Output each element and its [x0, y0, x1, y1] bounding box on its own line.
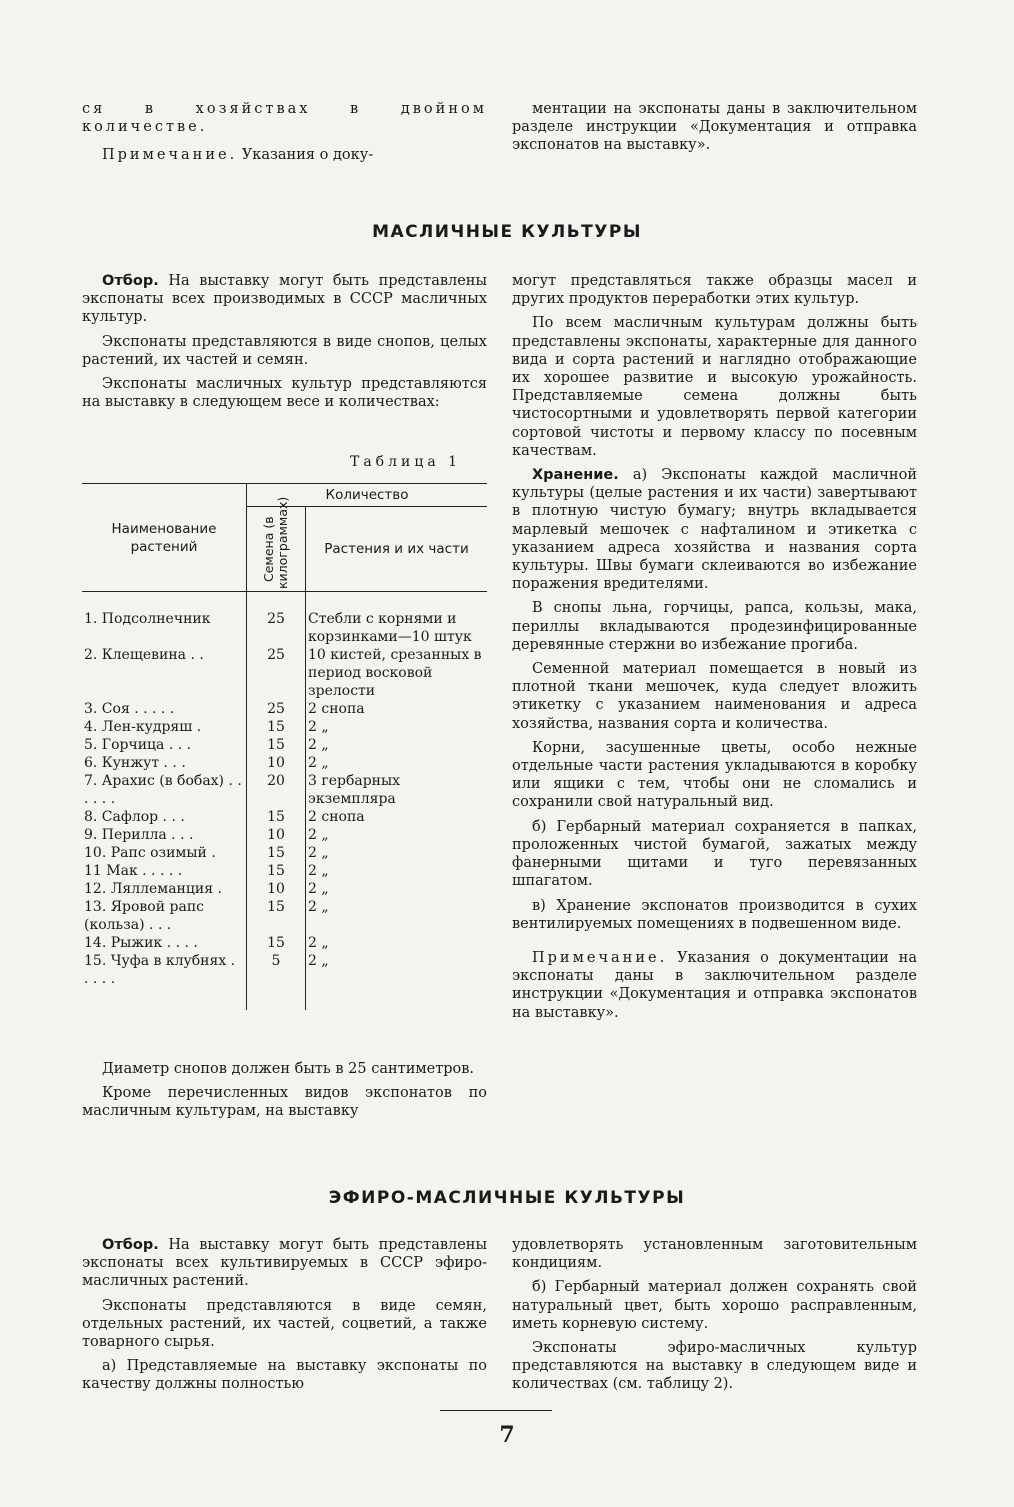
cell-seeds-kg: 15: [247, 862, 306, 880]
paragraph2-selection: [82, 1236, 487, 1291]
cell-seeds-kg: 10: [247, 880, 306, 898]
cell-plant-parts: 10 кистей, срезанных в период восковой зрелости: [308, 647, 482, 699]
table-row: [82, 592, 487, 647]
note2-label: Примечание.: [532, 949, 668, 966]
header-plants: Растения и их части: [306, 507, 488, 592]
cell-seeds-kg: 25: [247, 592, 306, 647]
cell-plant-parts: 2 „: [308, 935, 329, 951]
table-row: [82, 646, 487, 700]
paragraph-note: [512, 949, 917, 1022]
cell-plant-name: 8. Сафлор . . .: [84, 809, 185, 825]
cell-plant-name: 6. Кунжут . . .: [84, 755, 186, 771]
cell-plant-parts: Стебли с корнями и корзинками—10 штук: [308, 611, 472, 645]
table-caption: Таблица 1: [350, 454, 462, 470]
cell-plant-parts: 2 „: [308, 881, 329, 897]
cell-plant-name: 7. Арахис (в бобах) . . . . . .: [84, 773, 242, 807]
cell-plant-name: 12. Ляллеманция .: [84, 881, 222, 897]
top-left-text: ся в хозяйствах в двойном количестве.: [82, 101, 487, 136]
cell-plant-name: 5. Горчица . . .: [84, 737, 192, 753]
table-body: [82, 592, 487, 1011]
paragraph-besides: Кроме перечисленных видов экспонатов по масличным культурам, на выставку: [82, 1085, 487, 1120]
note-label: Примечание.: [102, 147, 238, 164]
table-row: [82, 772, 487, 808]
top-right-text: ментации на экспонаты даны в заключительном разделе инструкции «Документация и отправка экспонатов на выставку».: [512, 101, 917, 154]
top-right-column: [512, 100, 917, 161]
page-number: 7: [499, 1422, 515, 1448]
cell-plant-parts: 2 снопа: [308, 809, 365, 825]
cell-plant-parts: 2 „: [308, 953, 329, 969]
section-title-essential-oil-crops: ЭФИРО-МАСЛИЧНЫЕ КУЛЬТУРЫ: [328, 1188, 686, 1208]
cell-seeds-kg: 15: [247, 808, 306, 826]
section1-left-after: [82, 1060, 487, 1127]
cell-plant-parts: 2 „: [308, 863, 329, 879]
selection2-text: На выставку могут быть представлены экспонаты всех культивируемых в СССР эфиро-масличных растений.: [82, 1237, 488, 1290]
pad-cell: [247, 988, 306, 1010]
cell-seeds-kg: 25: [247, 700, 306, 718]
table-row: [82, 844, 487, 862]
header-seeds-text: Семена (в килограммах): [261, 496, 290, 589]
header-name-text: Наименование растений: [111, 520, 217, 555]
footer-rule: [440, 1410, 552, 1411]
paragraph-quantities: Экспонаты масличных культур представляются на выставку в следующем весе и количествах:: [82, 376, 487, 411]
table-row: [82, 880, 487, 898]
table-row: [82, 736, 487, 754]
header-name: [82, 484, 247, 592]
paragraph-storage: [512, 466, 917, 593]
storage-text: а) Экспонаты каждой масличной культуры (целые растения и их части) завертывают в плотную чистую бумагу; внутрь вкладывается марлевый мешочек с нафталином и этикетка с указанием адреса хозяйства и названия сорта культуры. Швы бумаги склеиваются во избежание поражения вредителями.: [512, 467, 917, 593]
paragraph-roots: Корни, засушенные цветы, особо нежные отдельные части растения укладываются в коробку или ящики с тем, чтобы они не сломались и сохранили свой натуральный вид.: [512, 739, 917, 811]
cell-plant-name: 11 Мак . . . . .: [84, 863, 183, 879]
cell-plant-name: 15. Чуфа в клубнях . . . . .: [84, 953, 236, 987]
paragraph2-quantities: Экспонаты эфиро-масличных культур представляются на выставку в следующем виде и количествах (см. таблицу 2).: [512, 1340, 917, 1393]
table-1: [82, 483, 487, 1010]
top-left-column: [82, 100, 487, 171]
cell-seeds-kg: 15: [247, 844, 306, 862]
section2-left-column: [82, 1236, 487, 1400]
table-row: [82, 826, 487, 844]
paragraph2-quality: а) Представляемые на выставку экспонаты по качеству должны полностью: [82, 1358, 487, 1393]
cell-seeds-kg: 15: [247, 898, 306, 934]
cell-seeds-kg: 10: [247, 754, 306, 772]
table-row: [82, 862, 487, 880]
cell-plant-parts: 2 „: [308, 845, 329, 861]
note-text: Указания о доку-: [241, 147, 374, 164]
storage-label: Хранение.: [532, 467, 619, 484]
cell-seeds-kg: 15: [247, 736, 306, 754]
paragraph-storage-conditions: в) Хранение экспонатов производится в сухих вентилируемых помещениях в подвешенном виде.: [512, 897, 917, 932]
cell-plant-parts: 3 гербарных экземпляра: [308, 773, 401, 807]
section2-right-column: [512, 1236, 917, 1400]
cell-plant-name: 4. Лен-кудряш .: [84, 719, 202, 735]
pad-cell: [306, 988, 488, 1010]
cell-seeds-kg: 5: [247, 952, 306, 988]
paragraph2-conditions: удовлетворять установленным заготовительным кондициям.: [512, 1237, 917, 1272]
cell-seeds-kg: 15: [247, 934, 306, 952]
paragraph-diameter: Диаметр снопов должен быть в 25 сантиметров.: [102, 1061, 475, 1077]
paragraph2-forms: Экспонаты представляются в виде семян, отдельных растений, их частей, соцветий, а также товарного сырья.: [82, 1297, 487, 1351]
section1-right-column: [512, 272, 917, 1028]
selection-text: На выставку могут быть представлены экспонаты всех производимых в СССР масличных культур.: [82, 273, 488, 326]
cell-plant-name: 14. Рыжик . . . .: [84, 935, 198, 951]
pad-cell: [82, 988, 247, 1010]
header-quantity: Количество: [247, 484, 488, 507]
table-row: [82, 952, 487, 988]
paragraph-seed-material: Семенной материал помещается в новый из плотной ткани мешочек, куда следует вложить этикетку с указанием наименования и адреса хозяйства, названия сорта и количества.: [512, 661, 917, 732]
paragraph-sheaves: В снопы льна, горчицы, рапса, кользы, мака, периллы вкладываются продезинфицированные деревянные стержни во избежание прогиба.: [512, 600, 917, 653]
paragraph2-herbarium: б) Гербарный материал должен сохранять свой натуральный цвет, быть хорошо расправленным, иметь корневую систему.: [512, 1279, 917, 1332]
section1-left-intro: [82, 272, 487, 417]
cell-plant-parts: 2 „: [308, 899, 329, 915]
cell-plant-parts: 2 снопа: [308, 701, 365, 717]
table-row: [82, 700, 487, 718]
cell-plant-parts: 2 „: [308, 827, 329, 843]
table-row: [82, 934, 487, 952]
cell-seeds-kg: 25: [247, 646, 306, 700]
cell-plant-parts: 2 „: [308, 737, 329, 753]
note2-text: Указания о документации на экспонаты даны в заключительном разделе инструкции «Документация и отправка экспонатов на выставку».: [512, 949, 917, 1021]
table-row: [82, 754, 487, 772]
cell-plant-name: 1. Подсолнечник: [84, 611, 211, 627]
cell-plant-parts: 2 „: [308, 755, 329, 771]
table-padding-row: [82, 988, 487, 1010]
cell-seeds-kg: 20: [247, 772, 306, 808]
paragraph-herbarium: б) Гербарный материал сохраняется в папках, проложенных чистой бумагой, зажатых между фанерными щитами и туго перевязанных шпагатом.: [512, 818, 917, 890]
paragraph-selection: [82, 272, 487, 327]
selection-label: Отбор.: [102, 273, 159, 289]
cell-plant-name: 3. Соя . . . . .: [84, 701, 175, 717]
paragraph-products: могут представляться также образцы масел и других продуктов переработки этих культур.: [512, 273, 917, 308]
cell-plant-name: 2. Клещевина . .: [84, 647, 204, 663]
selection2-label: Отбор.: [102, 1237, 159, 1253]
table-row: [82, 808, 487, 826]
table-row: [82, 898, 487, 934]
cell-plant-name: 9. Перилла . . .: [84, 827, 194, 843]
cell-seeds-kg: 15: [247, 718, 306, 736]
paragraph-requirements: По всем масличным культурам должны быть представлены экспонаты, характерные для данного вида и сорта растений и наглядно отображающие их хорошее развитие и высокую урожайность. Представляемые семена должны быть чистосортными и удовлетворять первой категории сортовой чистоты и первому классу по посевным качествам.: [512, 315, 917, 459]
paragraph-forms: Экспонаты представляются в виде снопов, целых растений, их частей и семян.: [82, 333, 487, 368]
cell-plant-parts: 2 „: [308, 719, 329, 735]
cell-plant-name: 13. Яровой рапс (кольза) . . .: [84, 899, 204, 933]
header-seeds: [247, 496, 306, 592]
cell-plant-name: 10. Рапс озимый .: [84, 845, 216, 861]
section-title-oil-crops: МАСЛИЧНЫЕ КУЛЬТУРЫ: [372, 222, 642, 242]
cell-seeds-kg: 10: [247, 826, 306, 844]
top-left-note: [82, 146, 487, 164]
table-row: [82, 718, 487, 736]
